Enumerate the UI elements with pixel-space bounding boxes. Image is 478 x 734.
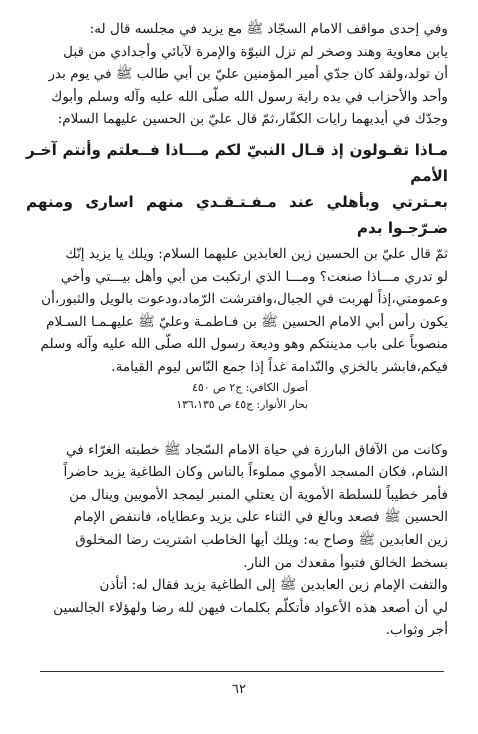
text-line: أن تولد،ولقد كان جدّي أمير المؤمنين عليّ بن أبي طالب ﷺ في يوم بدر — [48, 66, 448, 83]
document-page — [26, 18, 448, 642]
poetry-verse — [26, 137, 448, 241]
text-line: وكانت من الآفاق البارزة في حياة الامام السّجاد ﷺ خطبته الغرّاء في — [65, 441, 448, 458]
page-number: ٦٢ — [232, 682, 246, 697]
text-line: زين العابدين ﷺ وصاح به: ويلك أيها الخاطب اشتريت رضا المخلوق — [75, 531, 448, 548]
source-references — [26, 379, 448, 413]
text-line: وجدّك في أيديهما رايات الكفّار،ثمّ قال عليّ بن الحسين عليهما السلام: — [57, 111, 448, 128]
closing-paragraph — [26, 574, 448, 642]
text-line: يابن معاوية وهند وصخر لم تزل النبوّة والإمرة لآبائي وأجدادي من قبل — [63, 43, 448, 60]
footer-divider — [40, 671, 444, 672]
text-line: فأمر خطيباً للسلطة الأموية أن يعتلي المنبر ليمجد الأمويين وينال من — [69, 486, 448, 503]
text-line: بسخط الخالق فتبوأ مقعدك من النار. — [243, 554, 448, 571]
opening-paragraph — [26, 18, 448, 131]
text-line: منصوباً على باب مدينتكم وهو وديعة رسول الله صلّى الله عليه وآله وسلم — [40, 336, 448, 353]
text-line: فيكم،فابشر بالخزي والنّدامة غداً إذا جمع النّاس ليوم القيامة. — [111, 358, 448, 375]
text-line: وفي إحدى مواقف الامام السجّاد ﷺ مع يزيد في مجلسه قال له: — [89, 21, 448, 37]
quote-paragraph — [26, 243, 448, 379]
text-line: يكون رأس أبي الامام الحسين ﷺ بن فـاطمـة وعليّ ﷺ عليهـمـا السـلام — [46, 313, 448, 330]
text-line: الحسين ﷺ فصعد وبالغ في الثناء على يزيد وعطاياه، فانتفض الإمام — [73, 509, 448, 526]
reference-line: أصول الكافي: ج٢ ص ٤٥٠ — [192, 380, 308, 394]
text-line: ثمّ قال عليّ بن الحسين زين العابدين عليهما السلام: ويلك يا يزيد إنّك — [65, 245, 448, 262]
text-line: والتفت الإمام زين العابدين ﷺ إلى الطاغية يزيد فقال له: أتأذن — [99, 577, 448, 594]
sermon-paragraph — [26, 439, 448, 575]
text-line: أجر وثواب. — [385, 622, 448, 639]
verse-line: بعـترتي وبأهلي عند مـفـتـقـدي منهم اسارى ومنهم ضـرّجـوا بدم — [26, 192, 448, 237]
reference-line: بحار الأنوار: ج٤٥ ص ١٣٦،١٣٥ — [176, 397, 308, 411]
text-line: لي أن أصعد هذه الأعواد فأتكلّم بكلمات فيهن لله رضا ولهؤلاء الجالسين — [53, 599, 448, 616]
text-line: الشام، فكان المسجد الأموي مملوءاً بالناس وكان الطاغية يزيد حاضراً — [63, 464, 448, 481]
text-line: وعمومتي،إذاً لهربت في الجبال،وافترشت الرّماد،ودعوت بالويل والثبور،أن — [41, 291, 448, 308]
text-line: وأحد والأحزاب في يده راية رسول الله صلّى الله عليه وآله وسلم وأبوك — [51, 88, 448, 105]
text-line: لو تدري مـــاذا صنعت؟ ومـــا الذي ارتكبت من أبي وأهل بيـــتي وأخي — [60, 268, 448, 285]
verse-line: مـاذا تقـولون إذ قـال النبيّ لكم مـــاذا فــعلتم وأنتم آخـر الأمم — [26, 140, 448, 185]
